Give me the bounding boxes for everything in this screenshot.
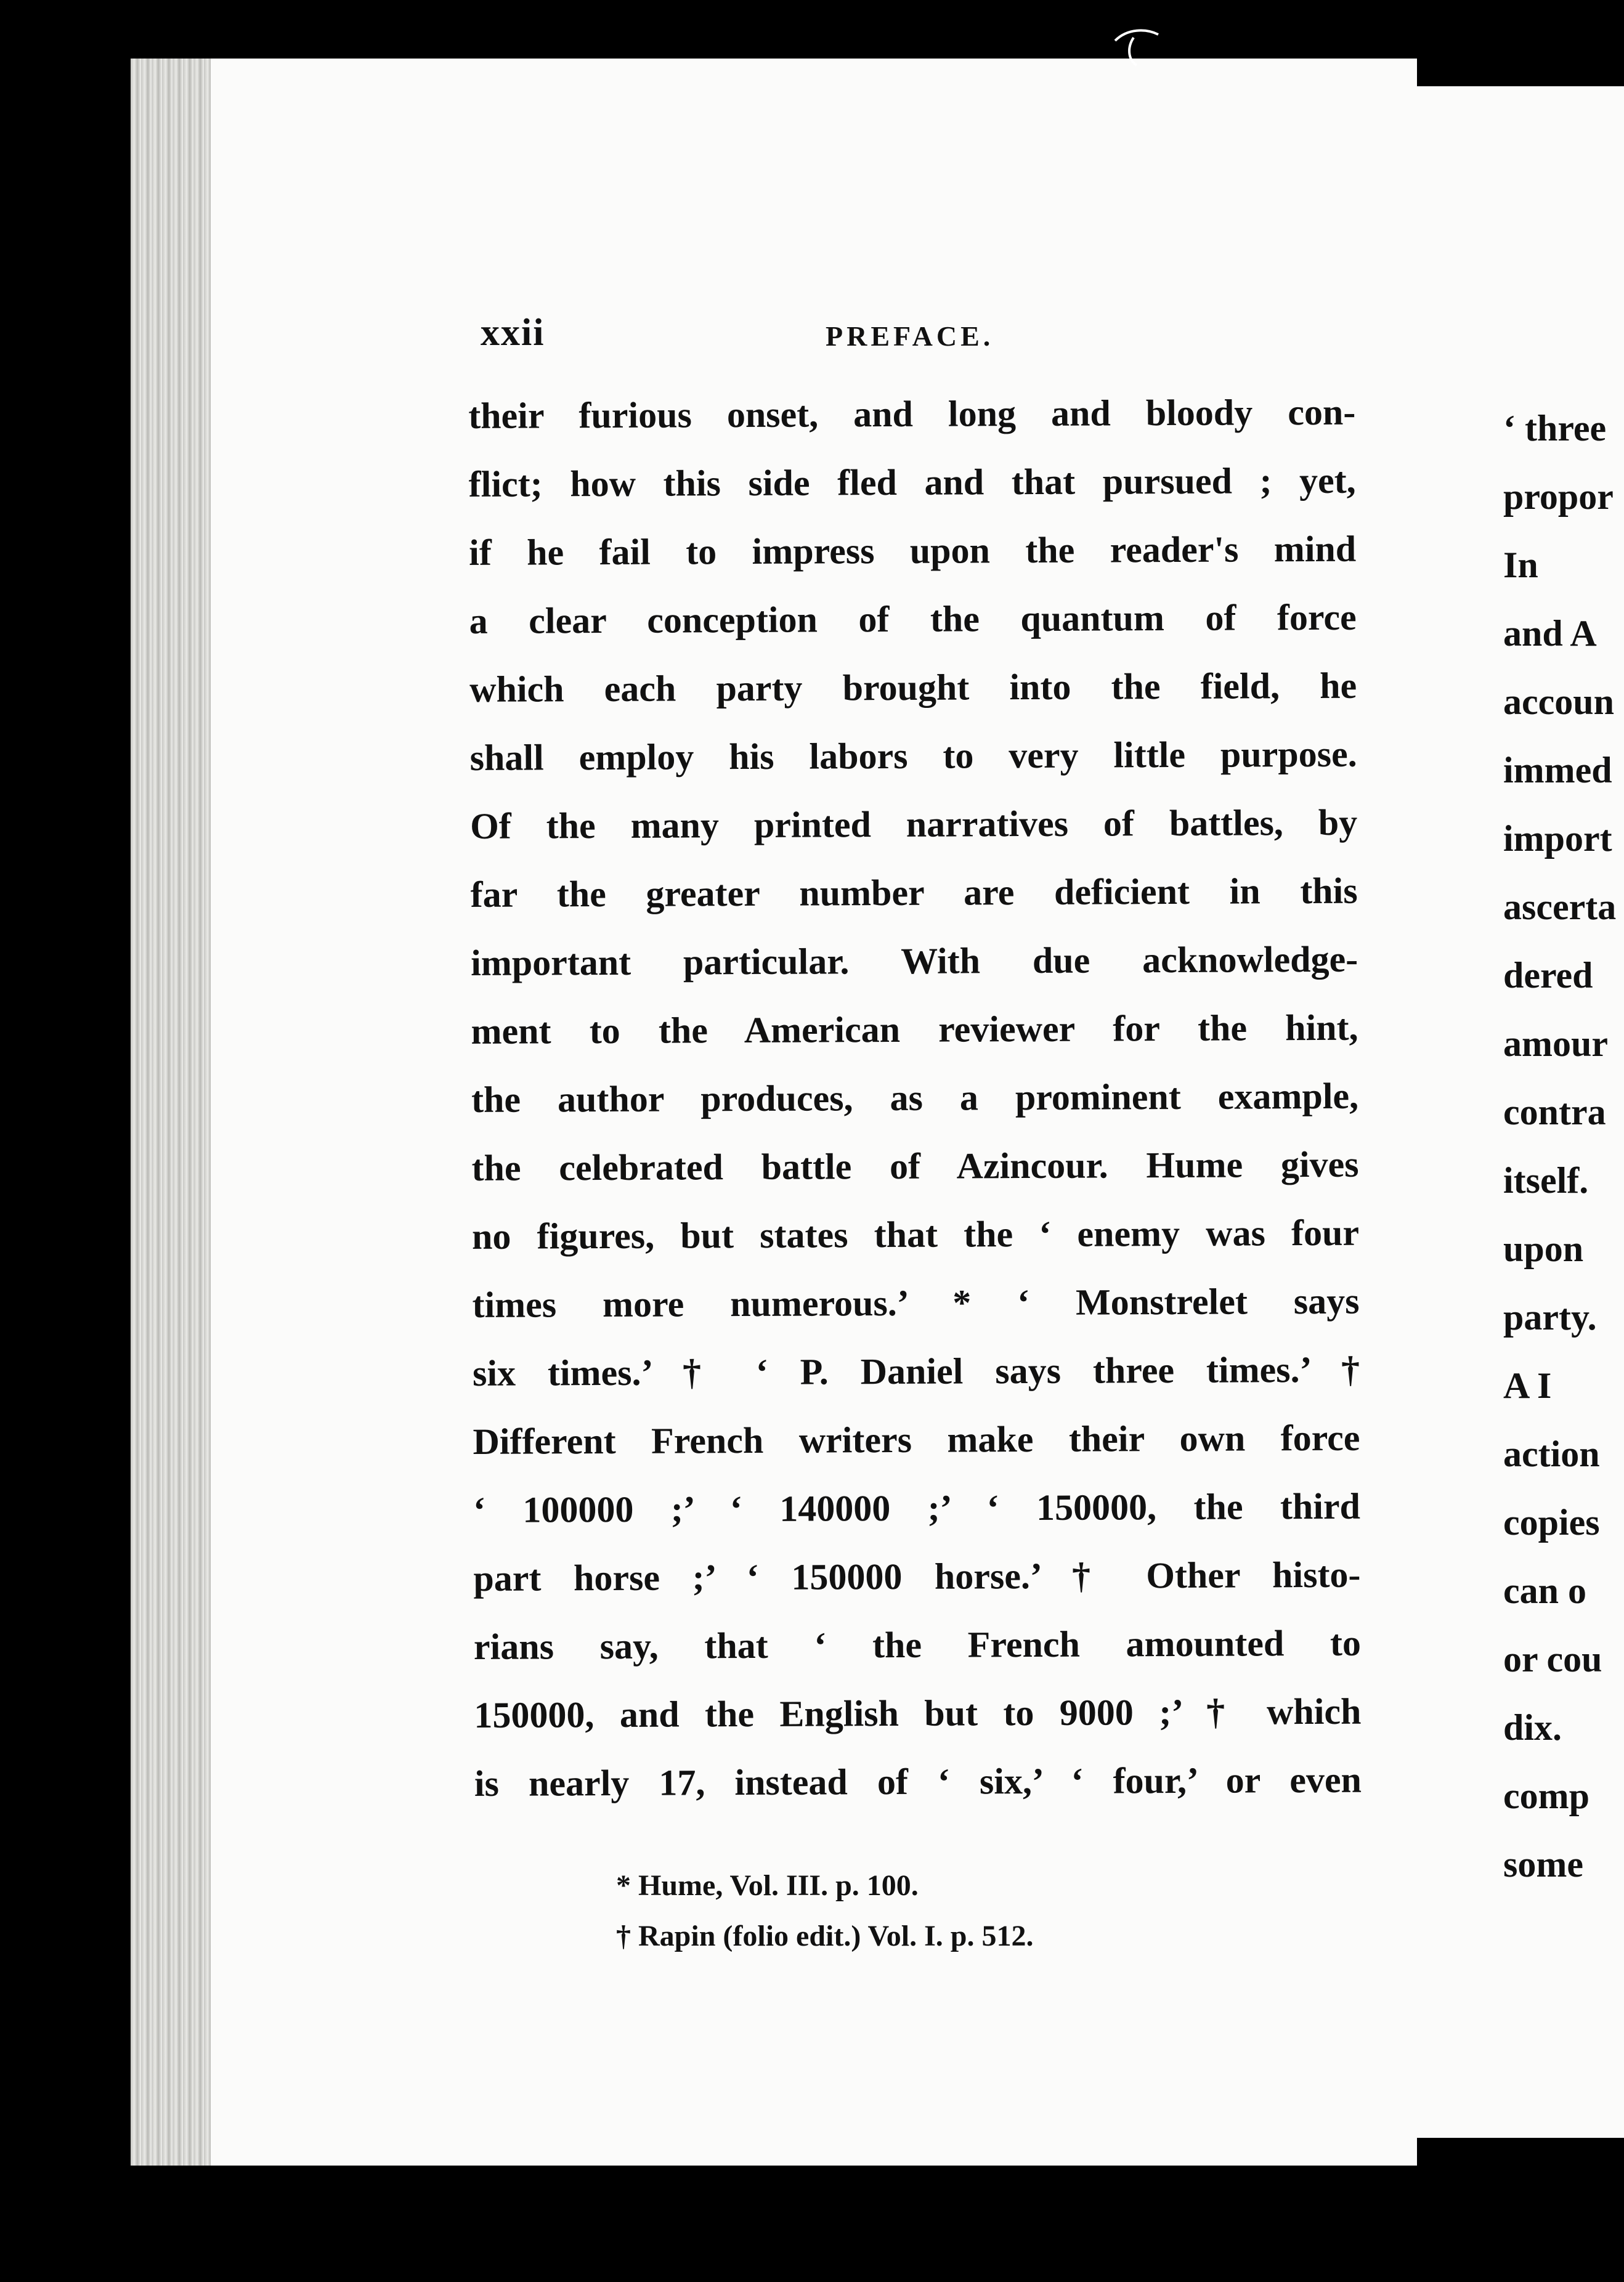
running-head [481, 311, 1368, 367]
text-line: Of the many printed narratives of battles, by [470, 802, 1358, 847]
text-line: a clear conception of the quantum of force [469, 596, 1357, 641]
right-page-line: In [1503, 545, 1538, 585]
running-title: PREFACE. [826, 320, 994, 352]
right-page-line: or cou [1503, 1639, 1602, 1679]
text-line: six times.’ † ‘ P. Daniel says three times.’ † [472, 1349, 1360, 1394]
text-line: the author produces, as a prominent example, [471, 1075, 1359, 1120]
text-line: times more numerous.’ * ‘ Monstrelet says [472, 1280, 1360, 1325]
page-number: xxii [481, 312, 545, 354]
page-edge [131, 59, 211, 2166]
text-line: rians say, that ‘ the French amounted to [473, 1622, 1362, 1667]
text-line: flict; how this side fled and that pursued ; yet, [468, 460, 1356, 505]
right-page-line: immed [1503, 750, 1612, 790]
text-line: which each party brought into the field, he [469, 665, 1357, 710]
text-line: Different French writers make their own force [473, 1417, 1360, 1462]
text-line: ment to the American reviewer for the hint, [471, 1007, 1358, 1052]
right-page-line: comp [1503, 1776, 1589, 1816]
right-page-line: party. [1503, 1297, 1597, 1338]
text-line: is nearly 17, instead of ‘ six,’ ‘ four,’ or even [474, 1759, 1362, 1804]
right-page-line: and A [1503, 613, 1597, 654]
text-line: far the greater number are deficient in this [470, 870, 1358, 915]
right-page-line: action [1503, 1434, 1600, 1474]
footnote: † Rapin (folio edit.) Vol. I. p. 512. [616, 1920, 1034, 1952]
right-page-line: ‘ three [1503, 408, 1607, 449]
text-line: their furious onset, and long and bloody con- [468, 391, 1356, 436]
right-page-line: upon [1503, 1228, 1584, 1269]
body-text [468, 378, 1362, 1818]
right-page-line: import [1503, 818, 1612, 859]
scan-mark [1109, 22, 1164, 71]
right-page-line: amour [1503, 1023, 1608, 1064]
text-line: ‘ 100000 ;’ ‘ 140000 ;’ ‘ 150000, the third [473, 1485, 1361, 1530]
text-line: the celebrated battle of Azincour. Hume gives [471, 1143, 1359, 1188]
right-page-line: can o [1503, 1570, 1586, 1611]
right-page-line: propor [1503, 476, 1614, 517]
footnote: * Hume, Vol. III. p. 100. [616, 1869, 919, 1902]
text-line: part horse ;’ ‘ 150000 horse.’ † Other histo- [473, 1554, 1361, 1599]
text-line: important particular. With due acknowledge- [470, 938, 1358, 983]
right-page-line: dix. [1503, 1707, 1562, 1748]
right-page-text [1503, 394, 1624, 1899]
text-line: 150000, and the English but to 9000 ;’ † which [474, 1691, 1362, 1736]
right-page-line: ascerta [1503, 887, 1617, 927]
right-page-line: copies [1503, 1502, 1600, 1543]
right-page-line: A I [1503, 1365, 1552, 1406]
footnotes [616, 1861, 1325, 1962]
right-page-line: dered [1503, 955, 1593, 996]
right-page-line: some [1503, 1844, 1583, 1885]
text-line: shall employ his labors to very little purpose. [469, 733, 1357, 778]
right-page-line: itself. [1503, 1160, 1589, 1201]
right-page-line: contra [1503, 1092, 1606, 1132]
text-line: no figures, but states that the ‘ enemy was four [471, 1212, 1360, 1257]
right-page-line: accoun [1503, 681, 1614, 722]
text-line: if he fail to impress upon the reader's mind [469, 528, 1357, 573]
